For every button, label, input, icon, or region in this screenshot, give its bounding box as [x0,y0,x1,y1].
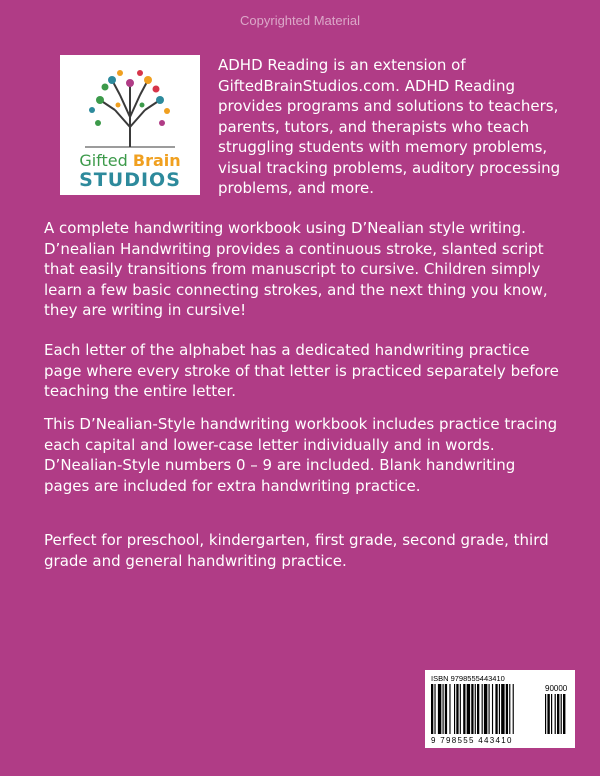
gifted-brain-studios-logo [60,55,200,195]
description-paragraph-4: Perfect for preschool, kindergarten, first grade, second grade, third grade and general handwriting practice. [44,531,549,570]
barcode-digits: 9 798555 443410 [431,736,513,745]
barcode-bars-icon [431,684,569,734]
description-paragraph-1: A complete handwriting workbook using D’Nealian style writing. D’nealian Handwriting provides a continuous stroke, slanted script that easily transitions from manuscript to cursive. Children simply learn a few basic connecting strokes, and the next thing you know, they are writing in cursive! [44,219,548,319]
copyright-watermark: Copyrighted Material [240,13,360,28]
logo-line-gifted-brain [60,151,200,170]
logo-word-brain: Brain [132,151,181,170]
logo-word-gifted: Gifted [79,151,128,170]
isbn-barcode [425,670,575,748]
logo-word-studios: STUDIOS [79,169,181,191]
intro-paragraph: ADHD Reading is an extension of GiftedBrainStudios.com. ADHD Reading provides programs and solutions to teachers, parents, tutors, and therapists who teach struggling students with memory problems, visual tracking problems, auditory processing problems, and more. [218,56,561,197]
price-code: 90000 [545,684,568,693]
isbn-label: ISBN 9798555443410 [431,674,505,683]
description-paragraph-2: Each letter of the alphabet has a dedicated handwriting practice page where every stroke of that letter is practiced separately before teaching the entire letter. [44,341,559,400]
description-paragraph-3: This D’Nealian-Style handwriting workbook includes practice tracing each capital and lower-case letter individually and in words. D’Nealian-Style numbers 0 – 9 are included. Blank handwriting pages are included for extra handwriting practice. [44,415,558,495]
